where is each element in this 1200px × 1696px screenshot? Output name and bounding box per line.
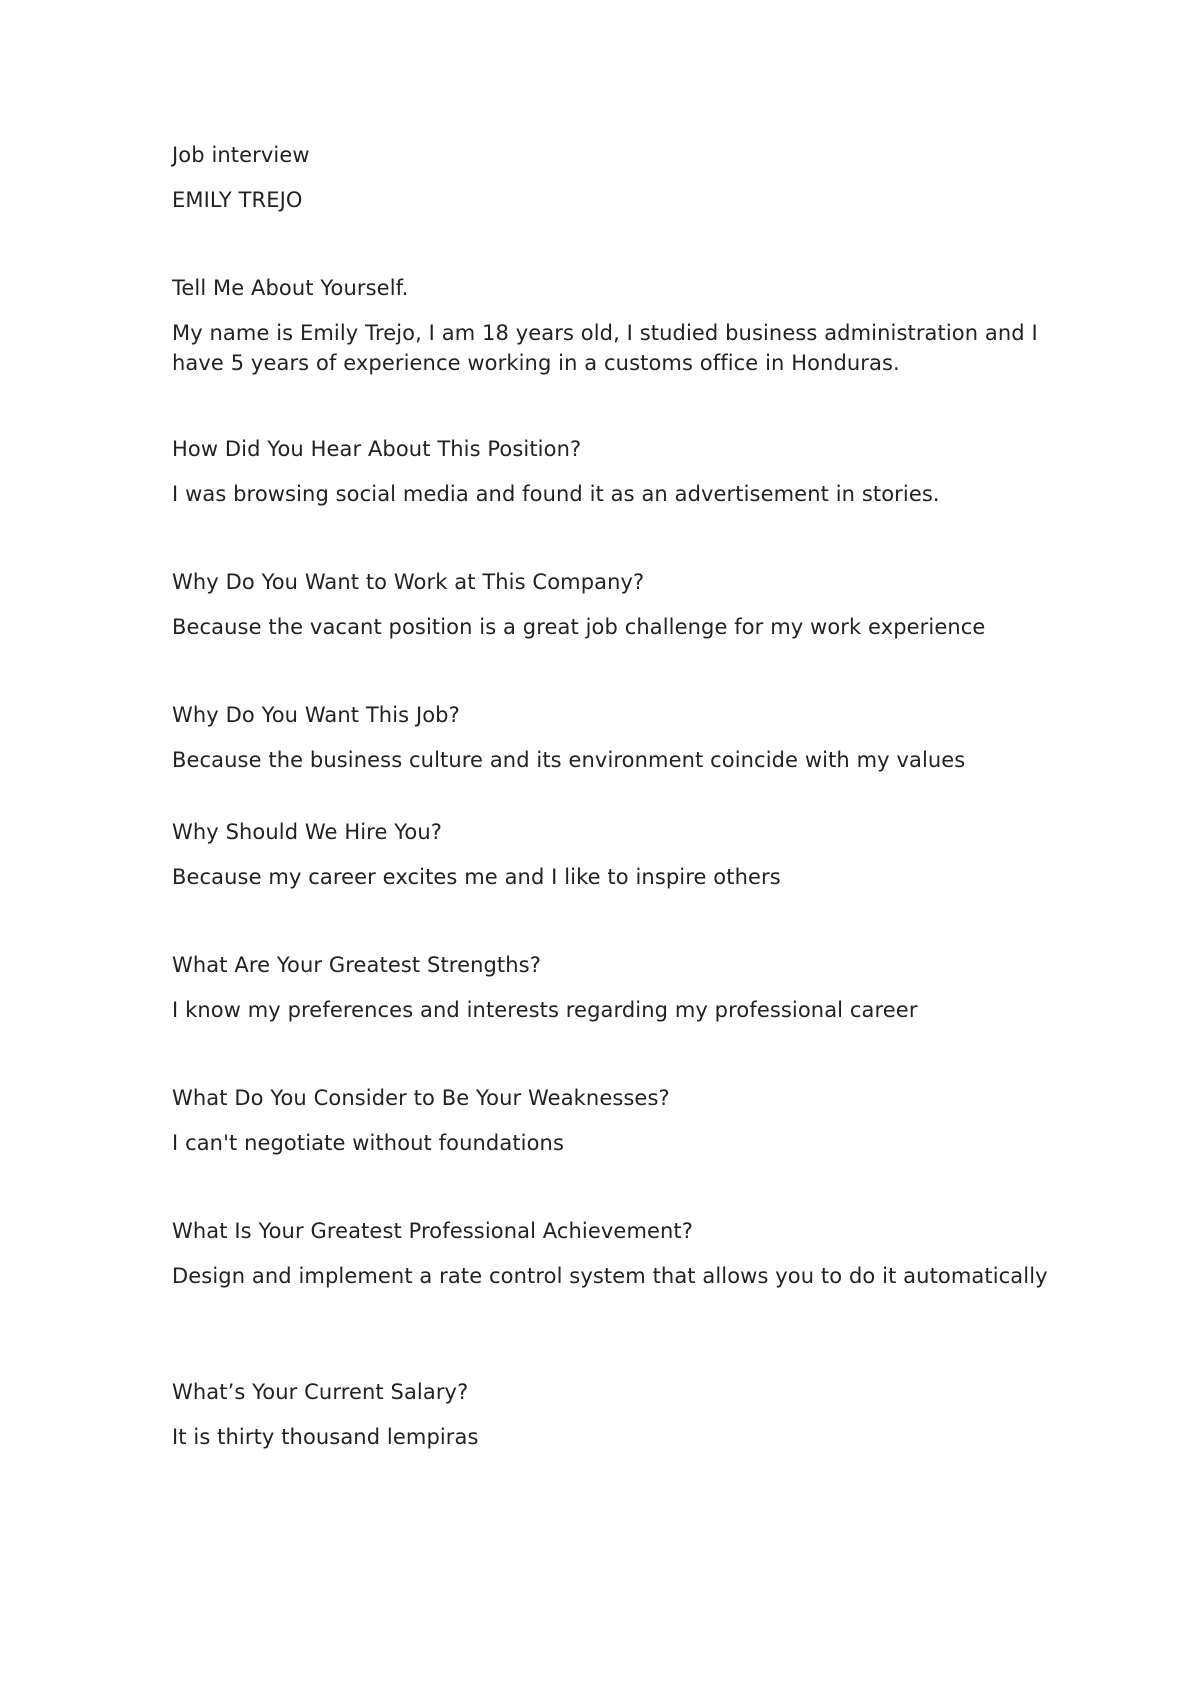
question-1: Tell Me About Yourself.: [172, 276, 409, 300]
answer-3: Because the vacant position is a great job challenge for my work experience: [172, 615, 986, 639]
answer-6: I know my preferences and interests regarding my professional career: [172, 998, 918, 1022]
answer-7: I can't negotiate without foundations: [172, 1131, 564, 1155]
answer-2: I was browsing social media and found it as an advertisement in stories.: [172, 482, 940, 506]
answer-1: My name is Emily Trejo, I am 18 years old, I studied business administration and I have 5 years of experience working in a customs office in Honduras.: [172, 321, 1045, 375]
question-8: What Is Your Greatest Professional Achievement?: [172, 1219, 694, 1243]
question-7: What Do You Consider to Be Your Weaknesses?: [172, 1086, 670, 1110]
author-name: EMILY TREJO: [172, 188, 303, 212]
question-6: What Are Your Greatest Strengths?: [172, 953, 541, 977]
answer-4: Because the business culture and its environment coincide with my values: [172, 748, 966, 772]
answer-5: Because my career excites me and I like to inspire others: [172, 865, 781, 889]
answer-8: Design and implement a rate control system that allows you to do it automatically: [172, 1264, 1048, 1288]
question-5: Why Should We Hire You?: [172, 820, 442, 844]
question-4: Why Do You Want This Job?: [172, 703, 460, 727]
answer-9: It is thirty thousand lempiras: [172, 1425, 479, 1449]
question-9: What’s Your Current Salary?: [172, 1380, 469, 1404]
question-2: How Did You Hear About This Position?: [172, 437, 582, 461]
document-title: Job interview: [172, 143, 310, 167]
question-3: Why Do You Want to Work at This Company?: [172, 570, 645, 594]
